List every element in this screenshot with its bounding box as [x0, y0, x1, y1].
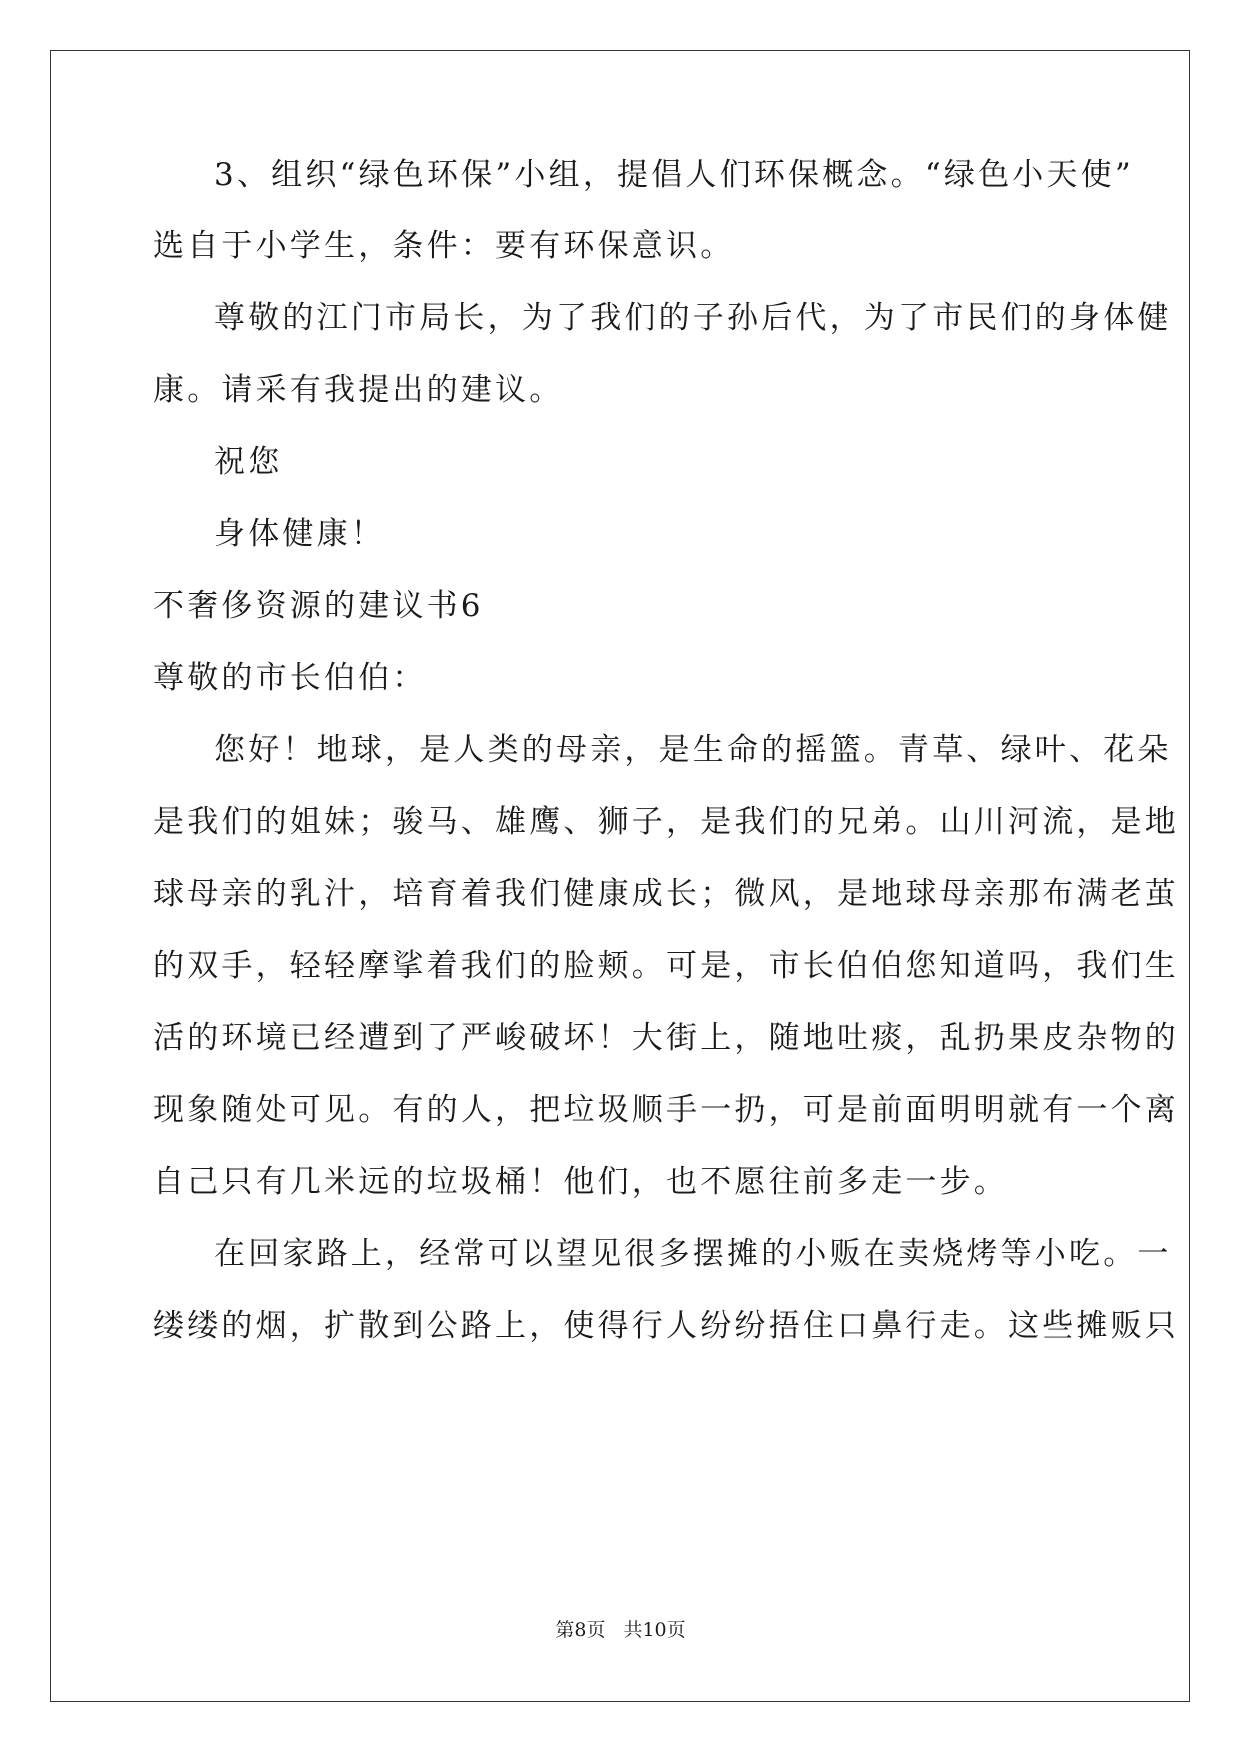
greeting: 尊敬的市长伯伯： [153, 660, 427, 696]
paragraph-line: 尊敬的江门市局长，为了我们的子孙后代，为了市民们的身体健 [214, 300, 1172, 336]
section-title: 不奢侈资源的建议书6 [153, 588, 484, 624]
paragraph-line: 现象随处可见。有的人，把垃圾顺手一扔，可是前面明明就有一个离 [153, 1092, 1179, 1128]
paragraph-line: 3、组织“绿色环保”小组，提倡人们环保概念。“绿色小天使” [214, 157, 1134, 193]
page-total: 共10页 [623, 1619, 686, 1641]
page-footer [0, 1618, 1241, 1642]
paragraph-line: 缕缕的烟，扩散到公路上，使得行人纷纷捂住口鼻行走。这些摊贩只 [153, 1308, 1179, 1344]
paragraph-line: 是我们的姐妹；骏马、雄鹰、狮子，是我们的兄弟。山川河流，是地 [153, 804, 1179, 840]
paragraph-line: 在回家路上，经常可以望见很多摆摊的小贩在卖烧烤等小吃。一 [214, 1236, 1172, 1272]
page-number: 第8页 [555, 1619, 606, 1641]
paragraph-line: 选自于小学生，条件：要有环保意识。 [153, 228, 735, 264]
paragraph-line: 自己只有几米远的垃圾桶！他们，也不愿往前多走一步。 [153, 1164, 1008, 1200]
closing-salutation: 祝您 [214, 444, 283, 480]
paragraph-line: 活的环境已经遭到了严峻破坏！大街上，随地吐痰，乱扔果皮杂物的 [153, 1020, 1179, 1056]
paragraph-line: 您好！地球，是人类的母亲，是生命的摇篮。青草、绿叶、花朵 [214, 732, 1172, 768]
paragraph-line: 的双手，轻轻摩挲着我们的脸颊。可是，市长伯伯您知道吗，我们生 [153, 948, 1179, 984]
paragraph-line: 康。请采有我提出的建议。 [153, 372, 564, 408]
paragraph-line: 球母亲的乳汁，培育着我们健康成长；微风，是地球母亲那布满老茧 [153, 876, 1179, 912]
closing-wish: 身体健康！ [214, 516, 385, 552]
